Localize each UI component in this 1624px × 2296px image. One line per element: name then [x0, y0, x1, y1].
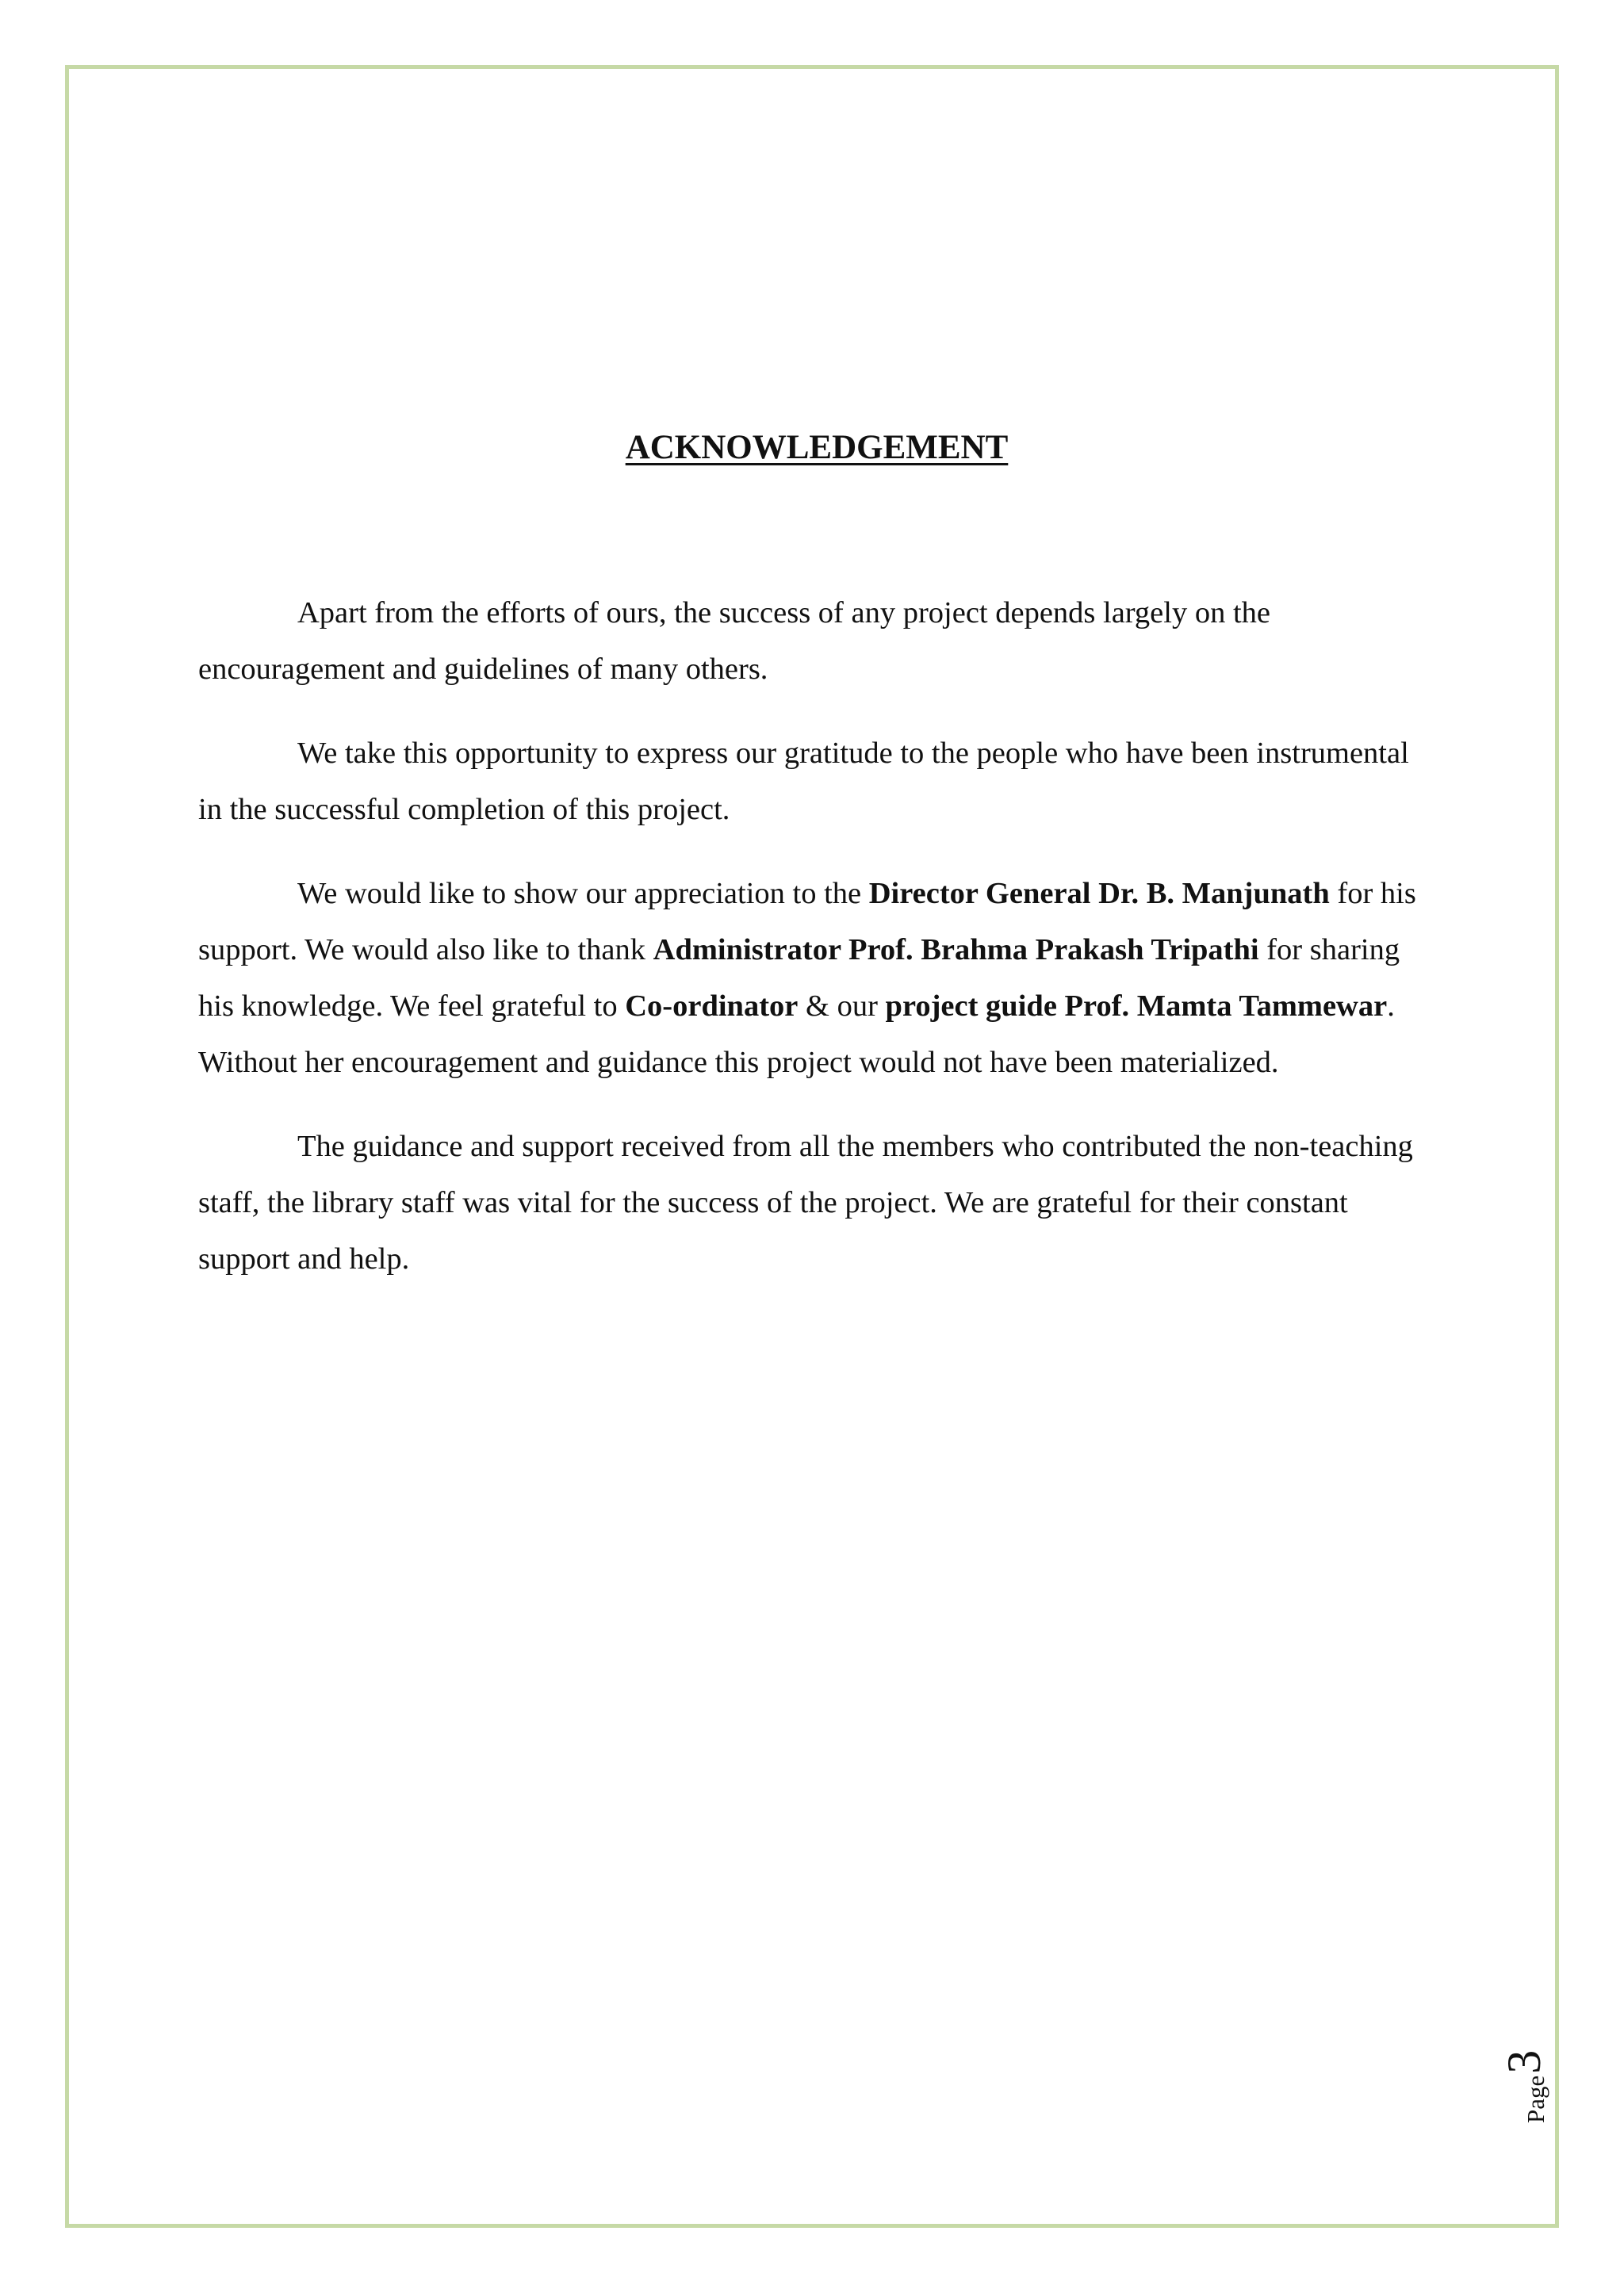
- paragraph-3: [198, 866, 1435, 1091]
- paragraph-text: The guidance and support received from all the members who contributed the non-teaching staff, the library staff was vital for the success of the project. We are grateful for their constant support and help.: [198, 1130, 1413, 1276]
- paragraph-text: Apart from the efforts of ours, the success of any project depends largely on the encouragement and guidelines of many others.: [198, 596, 1270, 686]
- paragraph-2: [198, 725, 1435, 838]
- bold-name-director-general: Director General Dr. B. Manjunath: [868, 877, 1330, 910]
- page-number: [1500, 1996, 1548, 2123]
- document-body: [198, 585, 1435, 1315]
- paragraph-text: & our: [798, 989, 886, 1023]
- paragraph-1: [198, 585, 1435, 698]
- page-label: Page: [1522, 2075, 1549, 2123]
- page-digit: 3: [1498, 2049, 1550, 2074]
- paragraph-text: for sharing his knowledge. We feel grateful to: [198, 933, 1400, 1023]
- paragraph-text: for his support. We would also like to thank: [198, 877, 1416, 966]
- paragraph-text: . Without her encouragement and guidance this project would not have been materialized.: [198, 989, 1395, 1079]
- paragraph-text: We take this opportunity to express our gratitude to the people who have been instrumental in the successful completion of this project.: [198, 737, 1409, 826]
- bold-coordinator: Co-ordinator: [625, 989, 799, 1023]
- paragraph-4: [198, 1119, 1435, 1288]
- bold-name-administrator: Administrator Prof. Brahma Prakash Tripathi: [653, 933, 1259, 966]
- bold-name-project-guide: project guide Prof. Mamta Tammewar: [885, 989, 1388, 1023]
- page-number-rotated: [1500, 1996, 1548, 2123]
- paragraph-text: We would like to show our appreciation to the: [297, 877, 869, 910]
- document-title: ACKNOWLEDGEMENT: [625, 429, 1009, 466]
